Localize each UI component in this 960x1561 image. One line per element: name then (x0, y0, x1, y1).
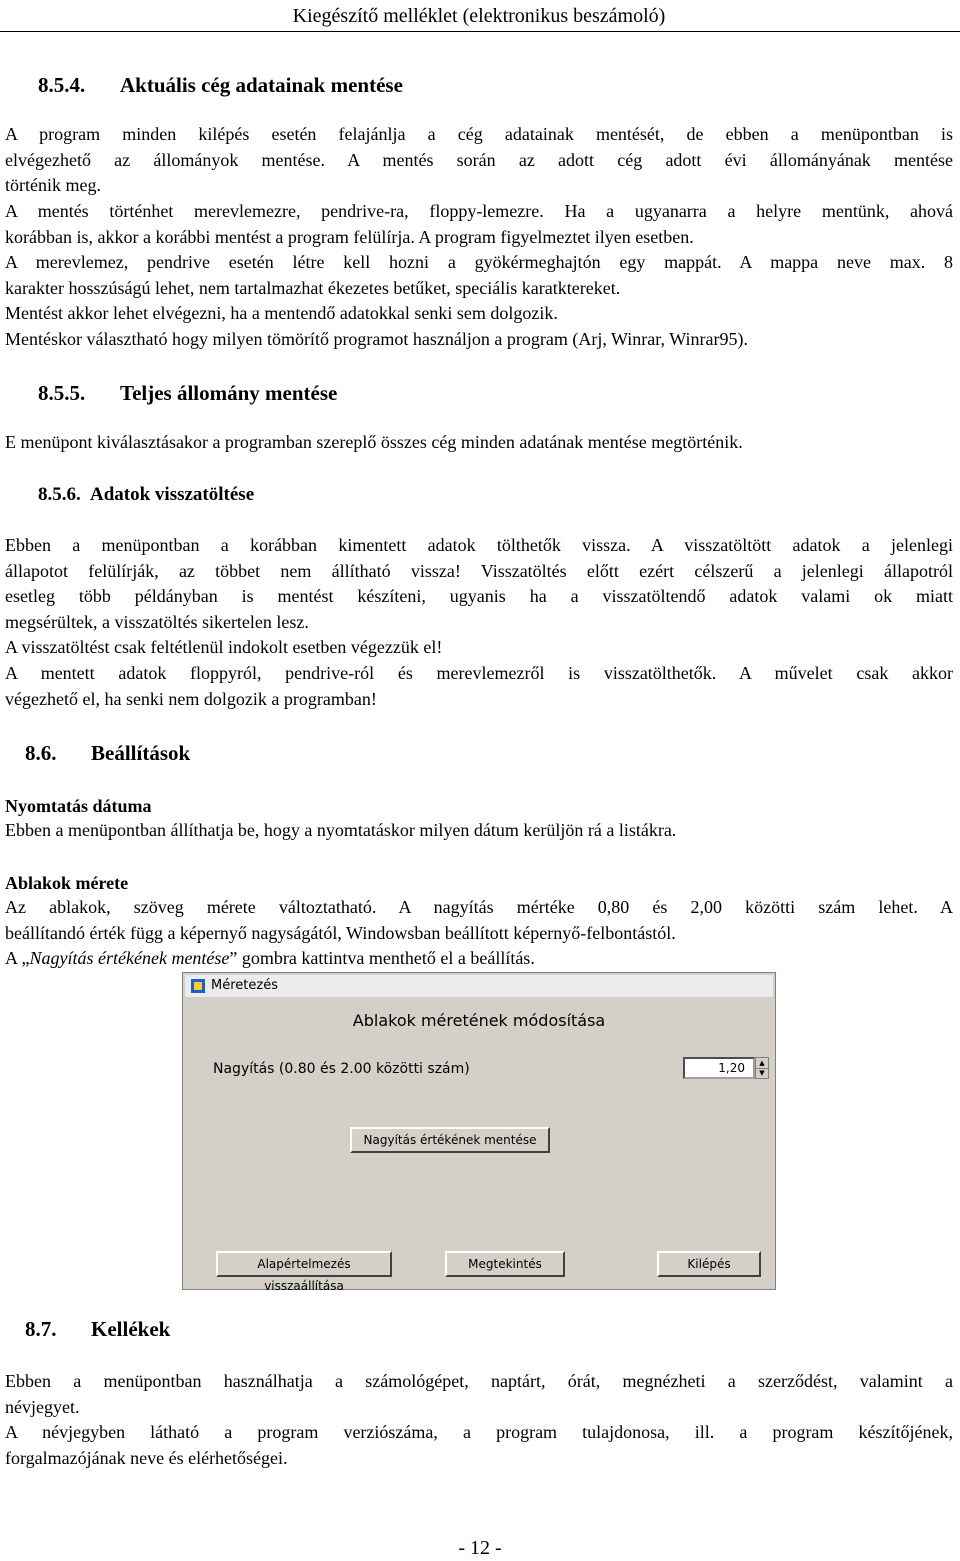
text-line: Mentéskor választható hogy milyen tömörítő programot használjon a program (Arj, Winrar, Winrar95). (5, 328, 748, 349)
text-line: Ebben a menüpontban a korábban kimentett adatok tölthetők vissza. A visszatöltött adatok a jelenlegi (5, 535, 953, 555)
heading-title: Beállítások (91, 741, 191, 765)
heading-number: 8.5.5. (38, 381, 86, 405)
heading-number: 8.5.4. (38, 73, 86, 97)
heading-8-5-6 (38, 483, 254, 507)
heading-title: Aktuális cég adatainak mentése (120, 73, 403, 97)
exit-button[interactable]: Kilépés (657, 1251, 761, 1277)
text-line: Az ablakok, szöveg mérete változtatható. A nagyítás mértéke 0,80 és 2,00 közötti szám lehet. A (5, 897, 953, 917)
preview-button[interactable]: Megtekintés (445, 1251, 565, 1277)
spin-down-icon[interactable]: ▼ (759, 1069, 765, 1077)
subheading-nyomtatas-datuma: Nyomtatás dátuma (5, 796, 152, 816)
heading-8-6 (25, 741, 190, 765)
text-fragment: A „ (5, 948, 30, 969)
heading-8-7 (25, 1317, 170, 1341)
heading-number: 8.5.6. (38, 484, 81, 505)
text-line: állapotot felülírják, az többet nem állítható vissza! Visszatöltés előtt ezért célszerű a jelenlegi állapotról (5, 560, 953, 581)
paragraph-mentes-details (5, 199, 953, 353)
heading-number: 8.7. (25, 1317, 57, 1341)
page-header (0, 3, 960, 32)
button-reference: Nagyítás értékének mentése (29, 948, 230, 969)
zoom-spinner[interactable] (755, 1057, 769, 1079)
meretezes-dialog (182, 972, 776, 1293)
app-icon (191, 979, 205, 993)
text-line: A mentett adatok floppyról, pendrive-ról és merevlemezről is visszatölthetők. A művelet csak akkor (5, 662, 953, 683)
paragraph-mentes-intro (5, 122, 953, 199)
text-line: forgalmazójának neve és elérhetőségei. (5, 1447, 288, 1468)
text-line: Mentést akkor lehet elvégezni, ha a mentendő adatokkal senki sem dolgozik. (5, 303, 558, 324)
heading-8-5-4 (38, 73, 403, 97)
text-line: elvégezhető az állományok mentése. A mentés során az adott cég adott évi állományának mentése (5, 149, 953, 170)
heading-title: Kellékek (91, 1317, 171, 1341)
text-line: korábban is, akkor a korábbi mentést a program felülírja. A program figyelmeztet ilyen esetben. (5, 226, 694, 247)
paragraph-kellekek (5, 1369, 953, 1471)
text-line: A névjegyben látható a program verziószáma, a program tulajdonosa, ill. a program készítőjének, (5, 1422, 953, 1443)
heading-8-5-5 (38, 381, 337, 405)
heading-number: 8.6. (25, 741, 57, 765)
text-line: A program minden kilépés esetén felajánlja a cég adatainak mentését, de ebben a menüpontban is (5, 124, 953, 144)
zoom-input[interactable]: 1,20 (683, 1057, 755, 1079)
header-title: Kiegészítő melléklet (elektronikus beszámoló) (292, 5, 666, 27)
text-line: A visszatöltést csak feltétlenül indokolt esetben végezzük el! (5, 637, 443, 658)
reset-default-button[interactable]: Alapértelmezés visszaállítása (216, 1251, 392, 1277)
text-line: beállítandó érték függ a képernyő nagyságától, Windowsban beállított képernyő-felbontástól. (5, 922, 676, 943)
heading-title: Teljes állomány mentése (120, 381, 338, 405)
text-line: Ebben a menüpontban használhatja a számológépet, naptárt, órát, megnézheti a szerződést, valamint a (5, 1371, 953, 1391)
text-line: megsérültek, a visszatöltés sikertelen lesz. (5, 611, 309, 632)
paragraph-teljes-mentes (5, 430, 953, 456)
dialog-title: Méretezés (211, 978, 278, 993)
text-fragment: ” gombra kattintva menthető el a beállítás. (229, 948, 535, 969)
text-line: E menüpont kiválasztásakor a programban szereplő összes cég minden adatának mentése megtörténik. (5, 432, 743, 452)
paragraph-visszatoltes (5, 533, 953, 712)
text-line: Ebben a menüpontban állíthatja be, hogy a nyomtatáskor milyen dátum kerüljön rá a listákra. (5, 820, 677, 840)
text-line: esetleg több példányban is mentést készíteni, ugyanis ha a visszatöltendő adatok valami ok miatt (5, 586, 953, 607)
text-line: A merevlemez, pendrive esetén létre kell hozni a gyökérmeghajtón egy mappát. A mappa neve max. 8 (5, 252, 953, 273)
dialog-titlebar (185, 975, 773, 997)
text-line (5, 946, 953, 972)
text-line: végezhető el, ha senki nem dolgozik a programban! (5, 688, 377, 709)
paragraph-ablakok-merete (5, 895, 953, 972)
paragraph-nyomtatas-datuma (5, 818, 953, 844)
page-number: - 12 - (458, 1537, 502, 1559)
heading-title: Adatok visszatöltése (90, 484, 255, 505)
spin-up-icon[interactable]: ▲ (756, 1058, 768, 1069)
text-line: A mentés történhet merevlemezre, pendrive-ra, floppy-lemezre. Ha a ugyanarra a helyre mentünk, ahová (5, 201, 953, 221)
dialog-heading: Ablakok méretének módosítása (352, 1011, 606, 1030)
text-line: névjegyet. (5, 1396, 80, 1417)
zoom-label: Nagyítás (0.80 és 2.00 közötti szám) (213, 1061, 470, 1077)
text-line: karakter hosszúságú lehet, nem tartalmazhat ékezetes betűket, speciális karatktereket. (5, 277, 621, 298)
save-zoom-button[interactable]: Nagyítás értékének mentése (350, 1127, 550, 1153)
subheading-ablakok-merete: Ablakok mérete (5, 873, 129, 893)
text-line: történik meg. (5, 175, 101, 196)
